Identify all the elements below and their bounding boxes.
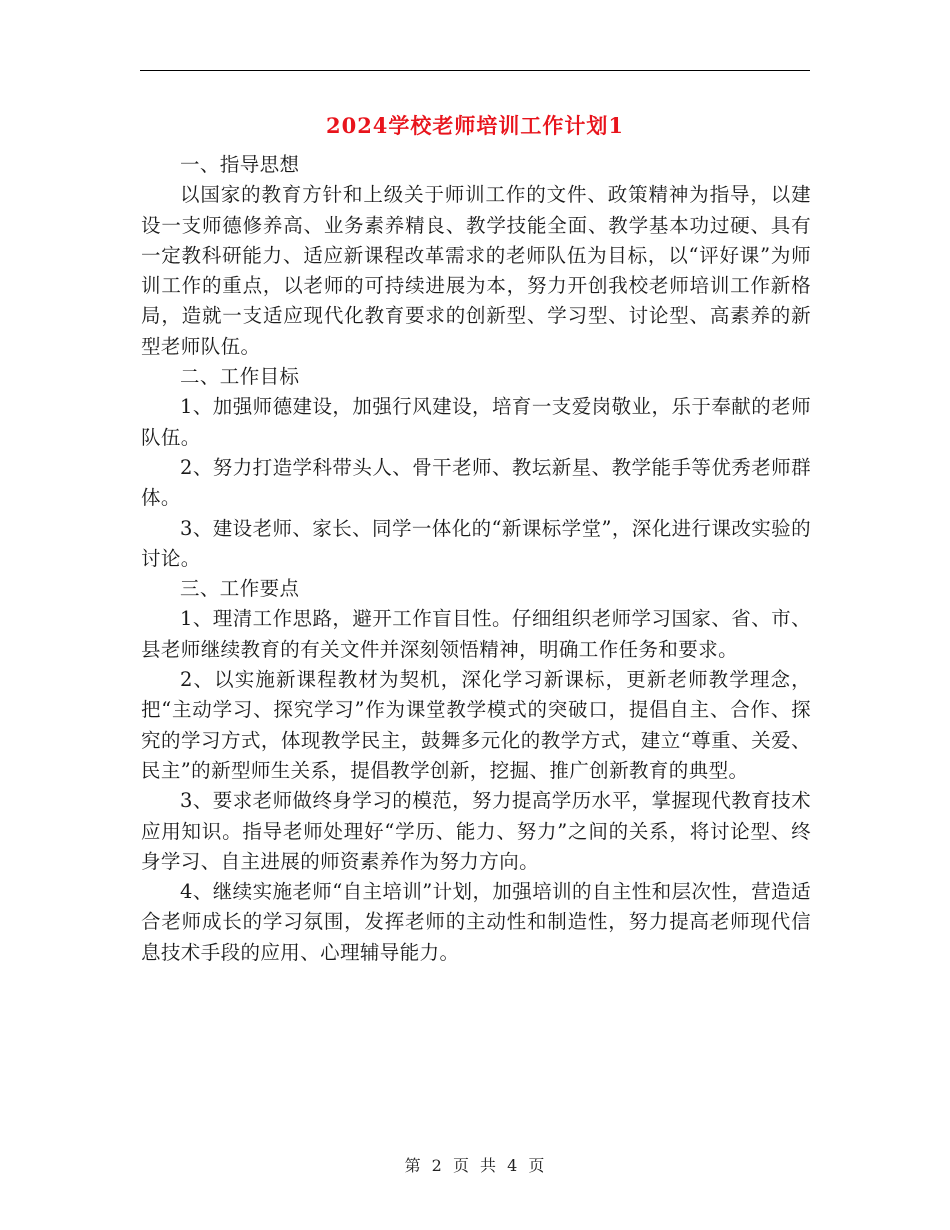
paragraph-goal-2: 2、努力打造学科带头人、骨干老师、教坛新星、教学能手等优秀老师群体。 — [141, 455, 811, 510]
document-title: 2024学校老师培训工作计划1 — [325, 113, 625, 138]
header-rule — [140, 70, 810, 71]
paragraph-guiding-thought: 以国家的教育方针和上级关于师训工作的文件、政策精神为指导，以建设一支师德修养高、业务素养精良、教学技能全面、教学基本功过硬、具有一定教科研能力、适应新课程改革需求的老师队伍为目标，以“评好课”为师训工作的重点，以老师的可持续进展为本，努力开创我校老师培训工作新格局，造就一支适应现代化教育要求的创新型、学习型、讨论型、高素养的新型老师队伍。 — [141, 183, 811, 358]
section-heading-work-goals: 二、工作目标 — [180, 365, 300, 389]
section-heading-work-points: 三、工作要点 — [180, 577, 300, 601]
paragraph-goal-1: 1、加强师德建设，加强行风建设，培育一支爱岗敬业，乐于奉献的老师队伍。 — [141, 395, 811, 449]
paragraph-point-4: 4、继续实施老师“自主培训”计划，加强培训的自主性和层次性，营造适合老师成长的学习氛围，发挥老师的主动性和制造性，努力提高老师现代信息技术手段的应用、心理辅导能力。 — [141, 880, 811, 964]
section-heading-guiding-thought: 一、指导思想 — [180, 153, 300, 176]
paragraph-goal-3: 3、建设老师、家长、同学一体化的“新课标学堂”，深化进行课改实验的讨论。 — [141, 516, 811, 570]
document-body — [141, 150, 811, 968]
paragraph-point-3: 3、要求老师做终身学习的模范，努力提高学历水平，掌握现代教育技术应用知识。指导老师处理好“学历、能力、努力”之间的关系，将讨论型、终身学习、自主进展的师资素养作为努力方向。 — [141, 789, 811, 873]
page-number-footer: 第 2 页 共 4 页 — [404, 1156, 546, 1175]
paragraph-point-1: 1、理清工作思路，避开工作盲目性。仔细组织老师学习国家、省、市、县老师继续教育的有关文件并深刻领悟精神，明确工作任务和要求。 — [141, 607, 811, 661]
paragraph-point-2: 2、以实施新课程教材为契机，深化学习新课标，更新老师教学理念，把“主动学习、探究学习”作为课堂教学模式的突破口，提倡自主、合作、探究的学习方式，体现教学民主，鼓舞多元化的教学方式，建立“尊重、关爱、民主”的新型师生关系，提倡教学创新，挖掘、推广创新教育的典型。 — [141, 668, 811, 782]
